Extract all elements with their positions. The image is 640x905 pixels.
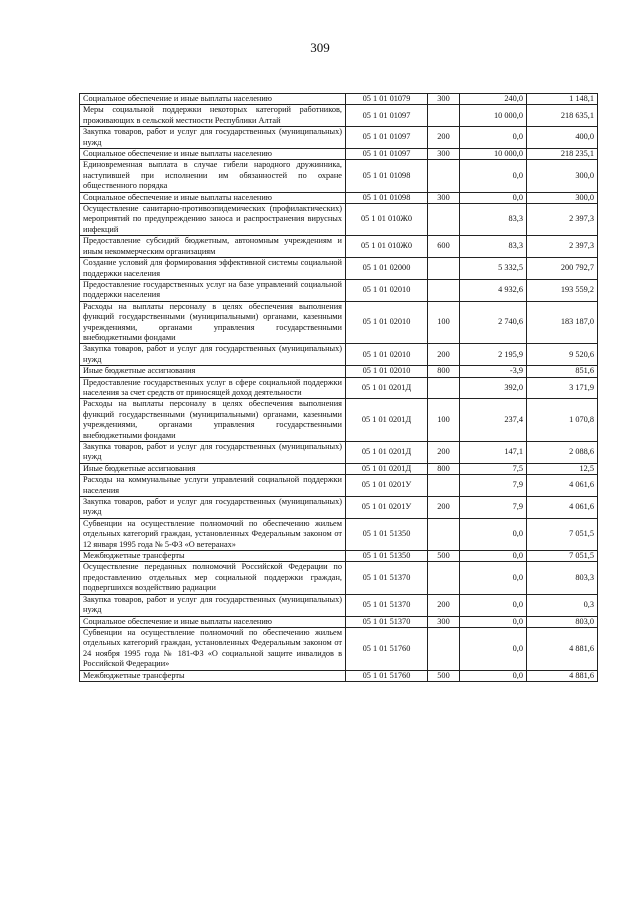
expense-type-cell <box>428 160 460 192</box>
expense-name-cell: Меры социальной поддержки некоторых категорий работников, проживающих в сельской местности Республики Алтай <box>80 105 346 127</box>
amount-total-cell: 300,0 <box>527 192 598 203</box>
expense-type-cell: 500 <box>428 551 460 562</box>
amount-change-cell: 2 740,6 <box>460 301 527 344</box>
expense-type-cell: 200 <box>428 497 460 519</box>
table-row <box>80 627 598 670</box>
expense-type-cell <box>428 105 460 127</box>
amount-total-cell: 12,5 <box>527 463 598 474</box>
amount-total-cell: 4 881,6 <box>527 670 598 681</box>
expense-name-cell: Иные бюджетные ассигнования <box>80 366 346 377</box>
amount-change-cell: 0,0 <box>460 518 527 550</box>
expense-type-cell <box>428 258 460 280</box>
amount-change-cell: 0,0 <box>460 551 527 562</box>
amount-total-cell: 7 051,5 <box>527 518 598 550</box>
expense-name-cell: Субвенции на осуществление полномочий по обеспечению жильем отдельных категорий граждан, установленных Федеральным законом от 12 января 1995 года № 5-ФЗ «О ветеранах» <box>80 518 346 550</box>
target-code-cell: 05 1 01 51370 <box>346 594 428 616</box>
table-row <box>80 399 598 442</box>
expense-name-cell: Закупка товаров, работ и услуг для государственных (муниципальных) нужд <box>80 442 346 464</box>
expense-type-cell <box>428 627 460 670</box>
target-code-cell: 05 1 01 0201Д <box>346 463 428 474</box>
amount-change-cell: 0,0 <box>460 192 527 203</box>
table-row <box>80 463 598 474</box>
amount-change-cell: 237,4 <box>460 399 527 442</box>
expense-type-cell <box>428 475 460 497</box>
target-code-cell: 05 1 01 01098 <box>346 160 428 192</box>
amount-change-cell: 0,0 <box>460 562 527 594</box>
table-row <box>80 192 598 203</box>
amount-change-cell: 5 332,5 <box>460 258 527 280</box>
amount-change-cell: 7,5 <box>460 463 527 474</box>
table-row <box>80 562 598 594</box>
table-row <box>80 670 598 681</box>
expense-name-cell: Субвенции на осуществление полномочий по обеспечению жильем отдельных категорий граждан, установленных Федеральным законом от 24 ноября 1995 года № 181-ФЗ «О социальной защите инвалидов в Российской Федерации» <box>80 627 346 670</box>
amount-total-cell: 2 397,3 <box>527 236 598 258</box>
table-row <box>80 279 598 301</box>
target-code-cell: 05 1 01 01079 <box>346 94 428 105</box>
amount-total-cell: 400,0 <box>527 127 598 149</box>
amount-change-cell: 2 195,9 <box>460 344 527 366</box>
table-row <box>80 497 598 519</box>
table-row <box>80 258 598 280</box>
amount-total-cell: 3 171,9 <box>527 377 598 399</box>
table-row <box>80 594 598 616</box>
expense-type-cell: 200 <box>428 442 460 464</box>
target-code-cell: 05 1 01 51350 <box>346 518 428 550</box>
expense-name-cell: Закупка товаров, работ и услуг для государственных (муниципальных) нужд <box>80 127 346 149</box>
target-code-cell: 05 1 01 0201Д <box>346 377 428 399</box>
amount-change-cell: 83,3 <box>460 204 527 236</box>
expense-type-cell <box>428 518 460 550</box>
expense-name-cell: Социальное обеспечение и иные выплаты населению <box>80 94 346 105</box>
amount-total-cell: 4 061,6 <box>527 497 598 519</box>
page-number: 309 <box>310 40 330 55</box>
target-code-cell: 05 1 01 01097 <box>346 149 428 160</box>
expense-type-cell <box>428 562 460 594</box>
table-row <box>80 344 598 366</box>
table-row <box>80 160 598 192</box>
expense-name-cell: Предоставление государственных услуг в сфере социальной поддержки населения за счет средств от приносящей доход деятельности <box>80 377 346 399</box>
target-code-cell: 05 1 01 51370 <box>346 562 428 594</box>
target-code-cell: 05 1 01 02010 <box>346 344 428 366</box>
table-row <box>80 518 598 550</box>
expense-type-cell <box>428 377 460 399</box>
amount-total-cell: 300,0 <box>527 160 598 192</box>
amount-total-cell: 2 397,3 <box>527 204 598 236</box>
amount-change-cell: 0,0 <box>460 627 527 670</box>
target-code-cell: 05 1 01 0201У <box>346 475 428 497</box>
amount-change-cell: 83,3 <box>460 236 527 258</box>
expense-type-cell: 800 <box>428 463 460 474</box>
expense-type-cell <box>428 279 460 301</box>
table-row <box>80 105 598 127</box>
expense-name-cell: Предоставление государственных услуг на базе управлений социальной поддержки населения <box>80 279 346 301</box>
table-row <box>80 149 598 160</box>
expense-name-cell: Иные бюджетные ассигнования <box>80 463 346 474</box>
amount-total-cell: 1 148,1 <box>527 94 598 105</box>
expense-type-cell <box>428 204 460 236</box>
amount-total-cell: 2 088,6 <box>527 442 598 464</box>
amount-total-cell: 851,6 <box>527 366 598 377</box>
amount-change-cell: 240,0 <box>460 94 527 105</box>
expense-name-cell: Социальное обеспечение и иные выплаты населению <box>80 149 346 160</box>
expense-name-cell: Закупка товаров, работ и услуг для государственных (муниципальных) нужд <box>80 497 346 519</box>
amount-change-cell: 10 000,0 <box>460 105 527 127</box>
expense-name-cell: Социальное обеспечение и иные выплаты населению <box>80 616 346 627</box>
amount-total-cell: 218 235,1 <box>527 149 598 160</box>
expense-type-cell: 800 <box>428 366 460 377</box>
expense-name-cell: Расходы на коммунальные услуги управлений социальной поддержки населения <box>80 475 346 497</box>
target-code-cell: 05 1 01 51350 <box>346 551 428 562</box>
amount-change-cell: 147,1 <box>460 442 527 464</box>
amount-change-cell: 0,0 <box>460 127 527 149</box>
target-code-cell: 05 1 01 02000 <box>346 258 428 280</box>
amount-total-cell: 4 881,6 <box>527 627 598 670</box>
expense-type-cell: 300 <box>428 94 460 105</box>
amount-change-cell: 0,0 <box>460 616 527 627</box>
amount-change-cell: 0,0 <box>460 594 527 616</box>
expense-type-cell: 300 <box>428 192 460 203</box>
target-code-cell: 05 1 01 010Ж0 <box>346 204 428 236</box>
amount-change-cell: 7,9 <box>460 497 527 519</box>
amount-change-cell: 10 000,0 <box>460 149 527 160</box>
expense-name-cell: Социальное обеспечение и иные выплаты населению <box>80 192 346 203</box>
amount-change-cell: 7,9 <box>460 475 527 497</box>
expense-type-cell: 200 <box>428 594 460 616</box>
expense-type-cell: 300 <box>428 149 460 160</box>
amount-change-cell: 0,0 <box>460 160 527 192</box>
table-row <box>80 475 598 497</box>
amount-total-cell: 7 051,5 <box>527 551 598 562</box>
amount-total-cell: 0,3 <box>527 594 598 616</box>
expense-type-cell: 100 <box>428 399 460 442</box>
table-row <box>80 366 598 377</box>
amount-total-cell: 803,3 <box>527 562 598 594</box>
expense-type-cell: 200 <box>428 344 460 366</box>
target-code-cell: 05 1 01 0201Д <box>346 442 428 464</box>
table-row <box>80 94 598 105</box>
amount-total-cell: 9 520,6 <box>527 344 598 366</box>
amount-change-cell: 392,0 <box>460 377 527 399</box>
target-code-cell: 05 1 01 01097 <box>346 105 428 127</box>
table-row <box>80 236 598 258</box>
target-code-cell: 05 1 01 01097 <box>346 127 428 149</box>
amount-total-cell: 1 070,8 <box>527 399 598 442</box>
amount-total-cell: 4 061,6 <box>527 475 598 497</box>
amount-change-cell: -3,9 <box>460 366 527 377</box>
target-code-cell: 05 1 01 0201У <box>346 497 428 519</box>
budget-table-body <box>80 94 598 682</box>
target-code-cell: 05 1 01 51760 <box>346 670 428 681</box>
target-code-cell: 05 1 01 01098 <box>346 192 428 203</box>
amount-total-cell: 200 792,7 <box>527 258 598 280</box>
expense-type-cell: 100 <box>428 301 460 344</box>
amount-total-cell: 218 635,1 <box>527 105 598 127</box>
target-code-cell: 05 1 01 02010 <box>346 366 428 377</box>
table-row <box>80 127 598 149</box>
expense-name-cell: Межбюджетные трансферты <box>80 670 346 681</box>
amount-total-cell: 803,0 <box>527 616 598 627</box>
table-row <box>80 301 598 344</box>
target-code-cell: 05 1 01 02010 <box>346 301 428 344</box>
target-code-cell: 05 1 01 010Ж0 <box>346 236 428 258</box>
target-code-cell: 05 1 01 0201Д <box>346 399 428 442</box>
expense-type-cell: 200 <box>428 127 460 149</box>
expense-name-cell: Расходы на выплаты персоналу в целях обеспечения выполнения функций государственными (муниципальными) органами, казенными учреждениями, органами управления государственными внебюджетными фондами <box>80 301 346 344</box>
target-code-cell: 05 1 01 51760 <box>346 627 428 670</box>
budget-table <box>79 93 598 682</box>
table-row <box>80 204 598 236</box>
expense-type-cell: 600 <box>428 236 460 258</box>
amount-total-cell: 183 187,0 <box>527 301 598 344</box>
amount-change-cell: 4 932,6 <box>460 279 527 301</box>
target-code-cell: 05 1 01 51370 <box>346 616 428 627</box>
table-row <box>80 442 598 464</box>
expense-name-cell: Расходы на выплаты персоналу в целях обеспечения выполнения функций государственными (муниципальными) органами, казенными учреждениями, органами управления государственными внебюджетными фондами <box>80 399 346 442</box>
amount-total-cell: 193 559,2 <box>527 279 598 301</box>
expense-name-cell: Предоставление субсидий бюджетным, автономным учреждениям и иным некоммерческим организациям <box>80 236 346 258</box>
table-row <box>80 551 598 562</box>
amount-change-cell: 0,0 <box>460 670 527 681</box>
expense-name-cell: Единовременная выплата в случае гибели народного дружинника, наступившей при исполнении им обязанностей по охране общественного порядка <box>80 160 346 192</box>
expense-name-cell: Осуществление переданных полномочий Российской Федерации по предоставлению отдельных мер социальной поддержки граждан, подвергшихся воздействию радиации <box>80 562 346 594</box>
expense-type-cell: 300 <box>428 616 460 627</box>
expense-name-cell: Создание условий для формирования эффективной системы социальной поддержки населения <box>80 258 346 280</box>
target-code-cell: 05 1 01 02010 <box>346 279 428 301</box>
expense-name-cell: Закупка товаров, работ и услуг для государственных (муниципальных) нужд <box>80 344 346 366</box>
expense-type-cell: 500 <box>428 670 460 681</box>
table-row <box>80 377 598 399</box>
table-row <box>80 616 598 627</box>
expense-name-cell: Межбюджетные трансферты <box>80 551 346 562</box>
expense-name-cell: Закупка товаров, работ и услуг для государственных (муниципальных) нужд <box>80 594 346 616</box>
expense-name-cell: Осуществление санитарно-противоэпидемических (профилактических) мероприятий по предупреждению заноса и распространения вирусных инфекций <box>80 204 346 236</box>
